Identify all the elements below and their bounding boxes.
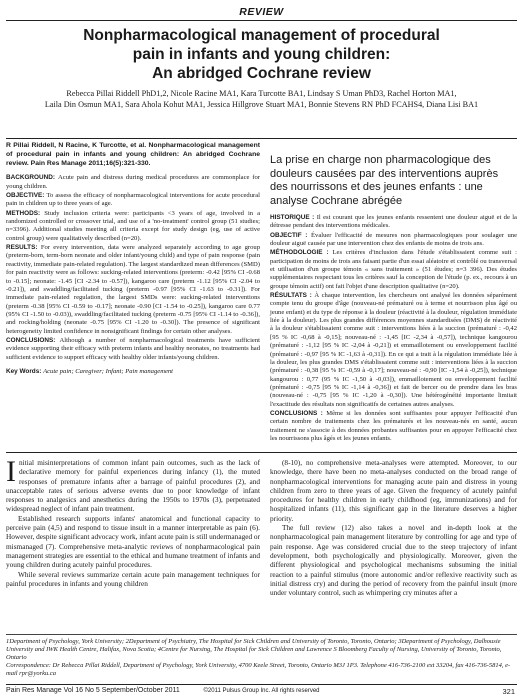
authors-rule <box>6 138 517 139</box>
french-abstract-column <box>270 142 517 444</box>
french-abstract-text: Les critères d'inclusion dans l'étude s'établissaient comme suit : participation de moins de trois ans faisant partie d'un essai aléatoire et contrôlé ou transversal et utilisation d'un groupe témoin « sans traitement » (51 études; n=3 396). Des études supplémentaires respectant tous les critères sauf la conception de l'étude (p. ex., recours à un groupe témoin actif) ont fait l'objet d'une description qualitative (n=20). <box>270 249 517 290</box>
english-abstract-paragraph <box>6 210 260 243</box>
english-abstract-heading: BACKGROUND: <box>6 174 58 182</box>
french-abstract-heading: HISTORIQUE : <box>270 214 317 221</box>
french-abstract-text: Même si les données sont suffisantes pour appuyer l'efficacité d'un certain nombre de traitements chez les prématurés et les nouveau-nés en santé, aucun traitement ne s'associe à des données probantes suffisantes pour en appuyer l'efficacité chez les nourrissons plus âgés et les jeunes enfants. <box>270 409 518 442</box>
french-abstract-paragraph <box>270 214 517 231</box>
french-abstract-heading: OBJECTIF : <box>270 231 311 239</box>
body-paragraph: The full review (12) also takes a novel and in-depth look at the nonpharmacological pain management literature by controlling for age and type of pain response. Age was considered crucial due to the steep trajectory of infant development, both psychologically and physiologically. Moreover, given the different physiological and psychological mechanisms subsuming the initial reaction to a painful stimulus (more autonomic and/or reflexive reactivity such as initial distress cry) and during the period of recovery from the painful insult (more under voluntary control, such as whimpering cry minutes after a <box>270 523 517 598</box>
english-abstract-text: Although a number of nonpharmacological treatments have sufficient evidence supporting their efficacy with preterm infants and healthy neonates, no treatments had sufficient evidence to support efficacy with healthy older infants/young children. <box>6 336 260 361</box>
page-number: 321 <box>502 687 515 696</box>
author-list <box>28 88 495 110</box>
english-abstract-text: To assess the efficacy of nonpharmacological interventions for acute procedural pain in children up to three years of age. <box>6 192 260 208</box>
citation: R Pillai Riddell, N Racine, K Turcotte, et al. Nonpharmacological management of procedural pain in infants and young children: An abridged Cochrane review. Pain Res Manage 2011;16(5):321-330. <box>6 142 260 167</box>
correspondence-footnote: Correspondence: Dr Rebecca Pillai Riddell, Department of Psychology, York University, 4700 Keele Street, Toronto, Ontario M3J 1P3. Telephone 416-736-2100 ext 33204, fax 416-736-5814, e-mail rpr@yorku.ca <box>6 662 511 677</box>
french-abstract-heading: MÉTHODOLOGIE : <box>270 249 333 257</box>
english-abstract-paragraph <box>6 174 260 191</box>
body-paragraph: While several reviews summarize certain acute pain management techniques for painful procedures in infants and young children <box>6 569 260 588</box>
english-abstract-heading: CONCLUSIONS: <box>6 336 60 344</box>
french-abstract-text: À chaque intervention, les chercheurs ont analysé les données séparément compte tenu du groupe d'âge (nouveau-né prématuré ou à terme et nourrisson plus âgé ou jeune enfant) et du type de réponse à la douleur (réactivité à la douleur, régulation immédiate liée à la douleur). Les plus grandes différences moyennes standardisées (DMS) de réactivité à la douleur s'établissaient comme suit : interventions liées à la succion (prématuré : -0,42 [95 % IC -0,68 à -0,15]; nouveau-né : -1,45 [IC -2,34 à -0,57]), technique kangourou (prématuré : -1,12 [95 % IC -2,04 à -0,21]) et emmaillotement ou enveloppement facilité (prématuré : -0,97 [95 % IC -1,63 à -0,31]). En ce qui a trait à la régulation immédiate liée à la douleur, les plus grandes DMS s'établissaient comme suit : interventions liées à la succion (prématuré : -0,38 [95 % IC -0,59 à -0,17]; nouveau-né : -0,90 [IC -1,54 à -0,25]), technique kangourou : 0,77 (95 % IC -1,50 à -0,03]), emmaillotement ou enveloppement facilité (prématuré : -0,75 [95 % IC -1,14 à -0,36]) et fait de bercer ou de prendre dans les bras (nouveau-né : -0,75 [95 % IC -1,20 à -0,30]). Une hétérogénéité importante limitait l'exactitude des résultats non significatifs de certaines autres analyses. <box>270 292 517 408</box>
journal-footer: Pain Res Manage Vol 16 No 5 September/October 2011 <box>6 687 180 694</box>
body-paragraph: Initial misinterpretations of common infant pain outcomes, such as the lack of declarative memory for painful experiences during infancy (1), the muted responses of premature infants after a barrage of painful procedures (2), and unacceptable rates of serious adverse events due to poor knowledge of infant responses to analgesics and anesthetics during the 1950s to 1970s (3), perpetuated widespread neglect of infant pain treatment. <box>6 455 260 514</box>
abstract-rule <box>6 452 517 453</box>
french-abstract-text: Il est courant que les jeunes enfants ressentent une douleur aiguë et de la détresse pendant des interventions médicales. <box>270 214 517 230</box>
english-abstract-text: For every intervention, data were analyzed separately according to age group (preterm-born, term-born neonate and older infant/young child) and type of pain response (pain reactivity, immediate pain-related regulation). The largest standardized mean differences (SMD) for pain reactivity were as follows: sucking-related interventions (preterm: -0.42 [95% CI -0.68 to -0.15]; neonate: -1.45 [CI -2.34 to -0.57]), kangaroo care (preterm -1.12 [95% CI -2.04 to -0.21]), and swaddling/facilitated tucking (preterm -0.97 [95% CI -1.63 to -0.31]). For immediate pain-related regulation, the largest SMDs were: sucking-related interventions (preterm -0.38 [95% CI -0.59 to -0.17]; neonate -0.90 [CI -1.54 to -0.25]), kangaroo care 0.77 (95% CI -1.50 to -0.03)), swaddling/facilitated tucking (preterm -0.75 [95% CI -1.14 to -0.36]), and rocking/holding (neonate -0.75 [95% CI -1.20 to -0.30]). The presence of significant heterogeneity limited confidence in nonsignificant findings for certain other analyses. <box>6 244 260 335</box>
english-abstract-text: Acute pain and distress during medical procedures are commonplace for young children. <box>6 174 260 190</box>
footnotes <box>6 634 517 678</box>
authors-line-2: Laila Din Osmun MA1, Sara Ahola Kohut MA1, Jessica Hillgrove Stuart MA1, Bonnie Stevens RN PhD FCAHS4, Diana Lisi BA1 <box>44 100 479 109</box>
french-abstract-paragraph <box>270 292 517 409</box>
french-abstract-paragraph <box>270 249 517 291</box>
french-abstract-text: Évaluer l'efficacité de mesures non pharmacologiques pour soulager une douleur aiguë causée par une intervention chez des enfants de moins de trois ans. <box>270 231 517 248</box>
title-line-3: An abridged Cochrane review <box>152 65 371 82</box>
affiliations-footnote: 1Department of Psychology, York University; 2Department of Psychiatry, The Hospital for Sick Children and University of Toronto, Toronto, Ontario; 3Department of Psychology, Dalhousie University and IWK Health Centre, Halifax, Nova Scotia; 4Centre for Nursing, The Hospital for Sick Children and Lawrence S Bloomberg Faculty of Nursing, University of Toronto, Toronto, Ontario <box>6 638 502 661</box>
english-abstract-paragraph <box>6 192 260 209</box>
title-line-1: Nonpharmacological management of procedural <box>83 27 440 44</box>
copyright-footer: ©2011 Pulsus Group Inc. All rights reserved <box>203 688 320 694</box>
french-abstract <box>270 214 517 443</box>
french-title: La prise en charge non pharmacologique des douleurs causées par des interventions auprès des nourrissons et des jeunes enfants : une analyse Cochrane abrégée <box>270 154 499 207</box>
french-abstract-heading: RÉSULTATS : <box>270 292 315 300</box>
footer-rule <box>6 684 517 685</box>
english-abstract-heading: METHODS: <box>6 209 45 217</box>
article-title <box>20 26 503 83</box>
keywords-text: Acute pain; Caregiver; Infant; Pain management <box>43 367 174 375</box>
title-line-2: pain in infants and young children: <box>132 46 391 63</box>
english-abstract-paragraph <box>6 337 260 362</box>
top-rule <box>6 20 517 21</box>
body-paragraph: (8-10), no comprehensive meta-analyses were attempted. Moreover, to our knowledge, there have been no meta-analyses conducted on the broad range of nonpharmacological interventions for managing acute pain and distress in young children from zero to three years of age. Given the frequency of acutely painful procedures for healthy children in early childhood (eg, immunizations) and for hospitalized infants (11), this significant gap in the literature deserves a higher priority. <box>270 458 517 523</box>
english-abstract <box>6 174 260 362</box>
english-abstract-heading: RESULTS: <box>6 244 41 252</box>
body-paragraph: Established research supports infants' anatomical and functional capacity to perceive pain (4,5) and respond to tissue insult in a manner interpretable as pain (6). However, despite significant advocacy work, infant acute pain is still undermanaged or mismanaged (7). Comprehensive meta-analytic reviews of nonpharmacological pain management strategies are essential to the ethical and humane treatment of infants and young children during acutely painful procedures. <box>6 513 261 570</box>
english-abstract-text: Study inclusion criteria were: participants <3 years of age, involved in a randomized controlled or crossover trial, and use of a 'no-treatment' control group (51 studies; n=3396). Additional studies meeting all criteria except for study design (eg, use of active control group) were qualitatively described (n=20). <box>6 209 261 242</box>
french-abstract-heading: CONCLUSIONS : <box>270 409 327 417</box>
keywords <box>6 368 260 376</box>
section-label: REVIEW <box>239 6 284 18</box>
french-abstract-paragraph <box>270 410 517 443</box>
english-abstract-paragraph <box>6 244 260 336</box>
english-abstract-heading: OBJECTIVE: <box>6 192 47 200</box>
authors-line-1: Rebecca Pillai Riddell PhD1,2, Nicole Racine MA1, Kara Turcotte BA1, Lindsay S Uman PhD3, Rachel Horton MA1, <box>66 89 457 98</box>
english-abstract-column <box>6 142 260 376</box>
keywords-label: Key Words: <box>6 367 42 375</box>
french-abstract-paragraph <box>270 232 517 249</box>
drop-cap: I <box>6 455 16 488</box>
body-left-column <box>6 455 261 588</box>
body-right-column <box>270 458 517 597</box>
